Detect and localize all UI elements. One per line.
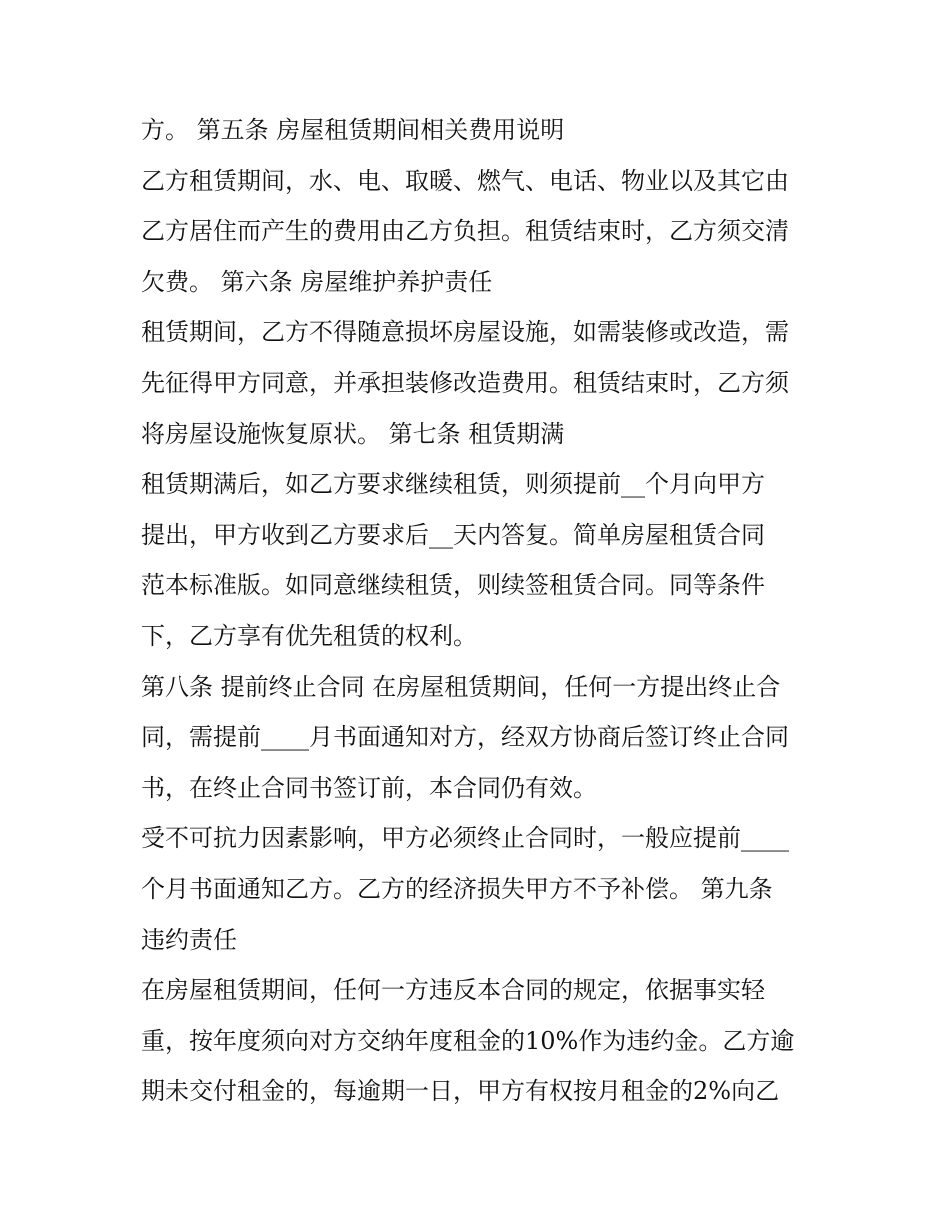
text-line: 方。 第五条 房屋租赁期间相关费用说明 xyxy=(141,116,565,144)
text-line: 范本标准版。如同意继续租赁，则续签租赁合同。同等条件 xyxy=(141,571,765,600)
text-line: 受不可抗力因素影响，甲方必须终止合同时，一般应提前____ xyxy=(141,824,789,853)
text-line: 同，需提前____月书面通知对方，经双方协商后签订终止合同 xyxy=(141,723,789,752)
text-line: 下，乙方享有优先租赁的权利。 xyxy=(141,621,477,650)
text-line: 个月书面通知乙方。乙方的经济损失甲方不予补偿。 第九条 xyxy=(141,874,773,903)
text-line: 书，在终止合同书签订前，本合同仍有效。 xyxy=(141,773,597,802)
text-line: 第八条 提前终止合同 在房屋租赁期间，任何一方提出终止合 xyxy=(141,672,781,701)
text-line: 租赁期满后，如乙方要求继续租赁，则须提前__个月向甲方 xyxy=(141,470,765,499)
document-body xyxy=(141,105,821,1117)
text-line: 将房屋设施恢复原状。 第七条 租赁期满 xyxy=(141,419,565,448)
text-line: 欠费。 第六条 房屋维护养护责任 xyxy=(141,267,493,296)
text-line: 先征得甲方同意，并承担装修改造费用。租赁结束时，乙方须 xyxy=(141,368,789,397)
text-line: 期未交付租金的，每逾期一日，甲方有权按月租金的2%向乙 xyxy=(141,1077,780,1106)
text-line: 在房屋租赁期间，任何一方违反本合同的规定，依据事实轻 xyxy=(141,976,765,1005)
text-line: 提出，甲方收到乙方要求后__天内答复。简单房屋租赁合同 xyxy=(141,520,765,549)
text-line: 乙方居住而产生的费用由乙方负担。租赁结束时，乙方须交清 xyxy=(141,217,789,246)
text-line: 违约责任 xyxy=(141,925,237,954)
text-line: 租赁期间，乙方不得随意损坏房屋设施，如需装修或改造，需 xyxy=(141,318,789,347)
text-line: 乙方租赁期间，水、电、取暖、燃气、电话、物业以及其它由 xyxy=(141,166,789,195)
text-line: 重，按年度须向对方交纳年度租金的10%作为违约金。乙方逾 xyxy=(141,1026,795,1055)
